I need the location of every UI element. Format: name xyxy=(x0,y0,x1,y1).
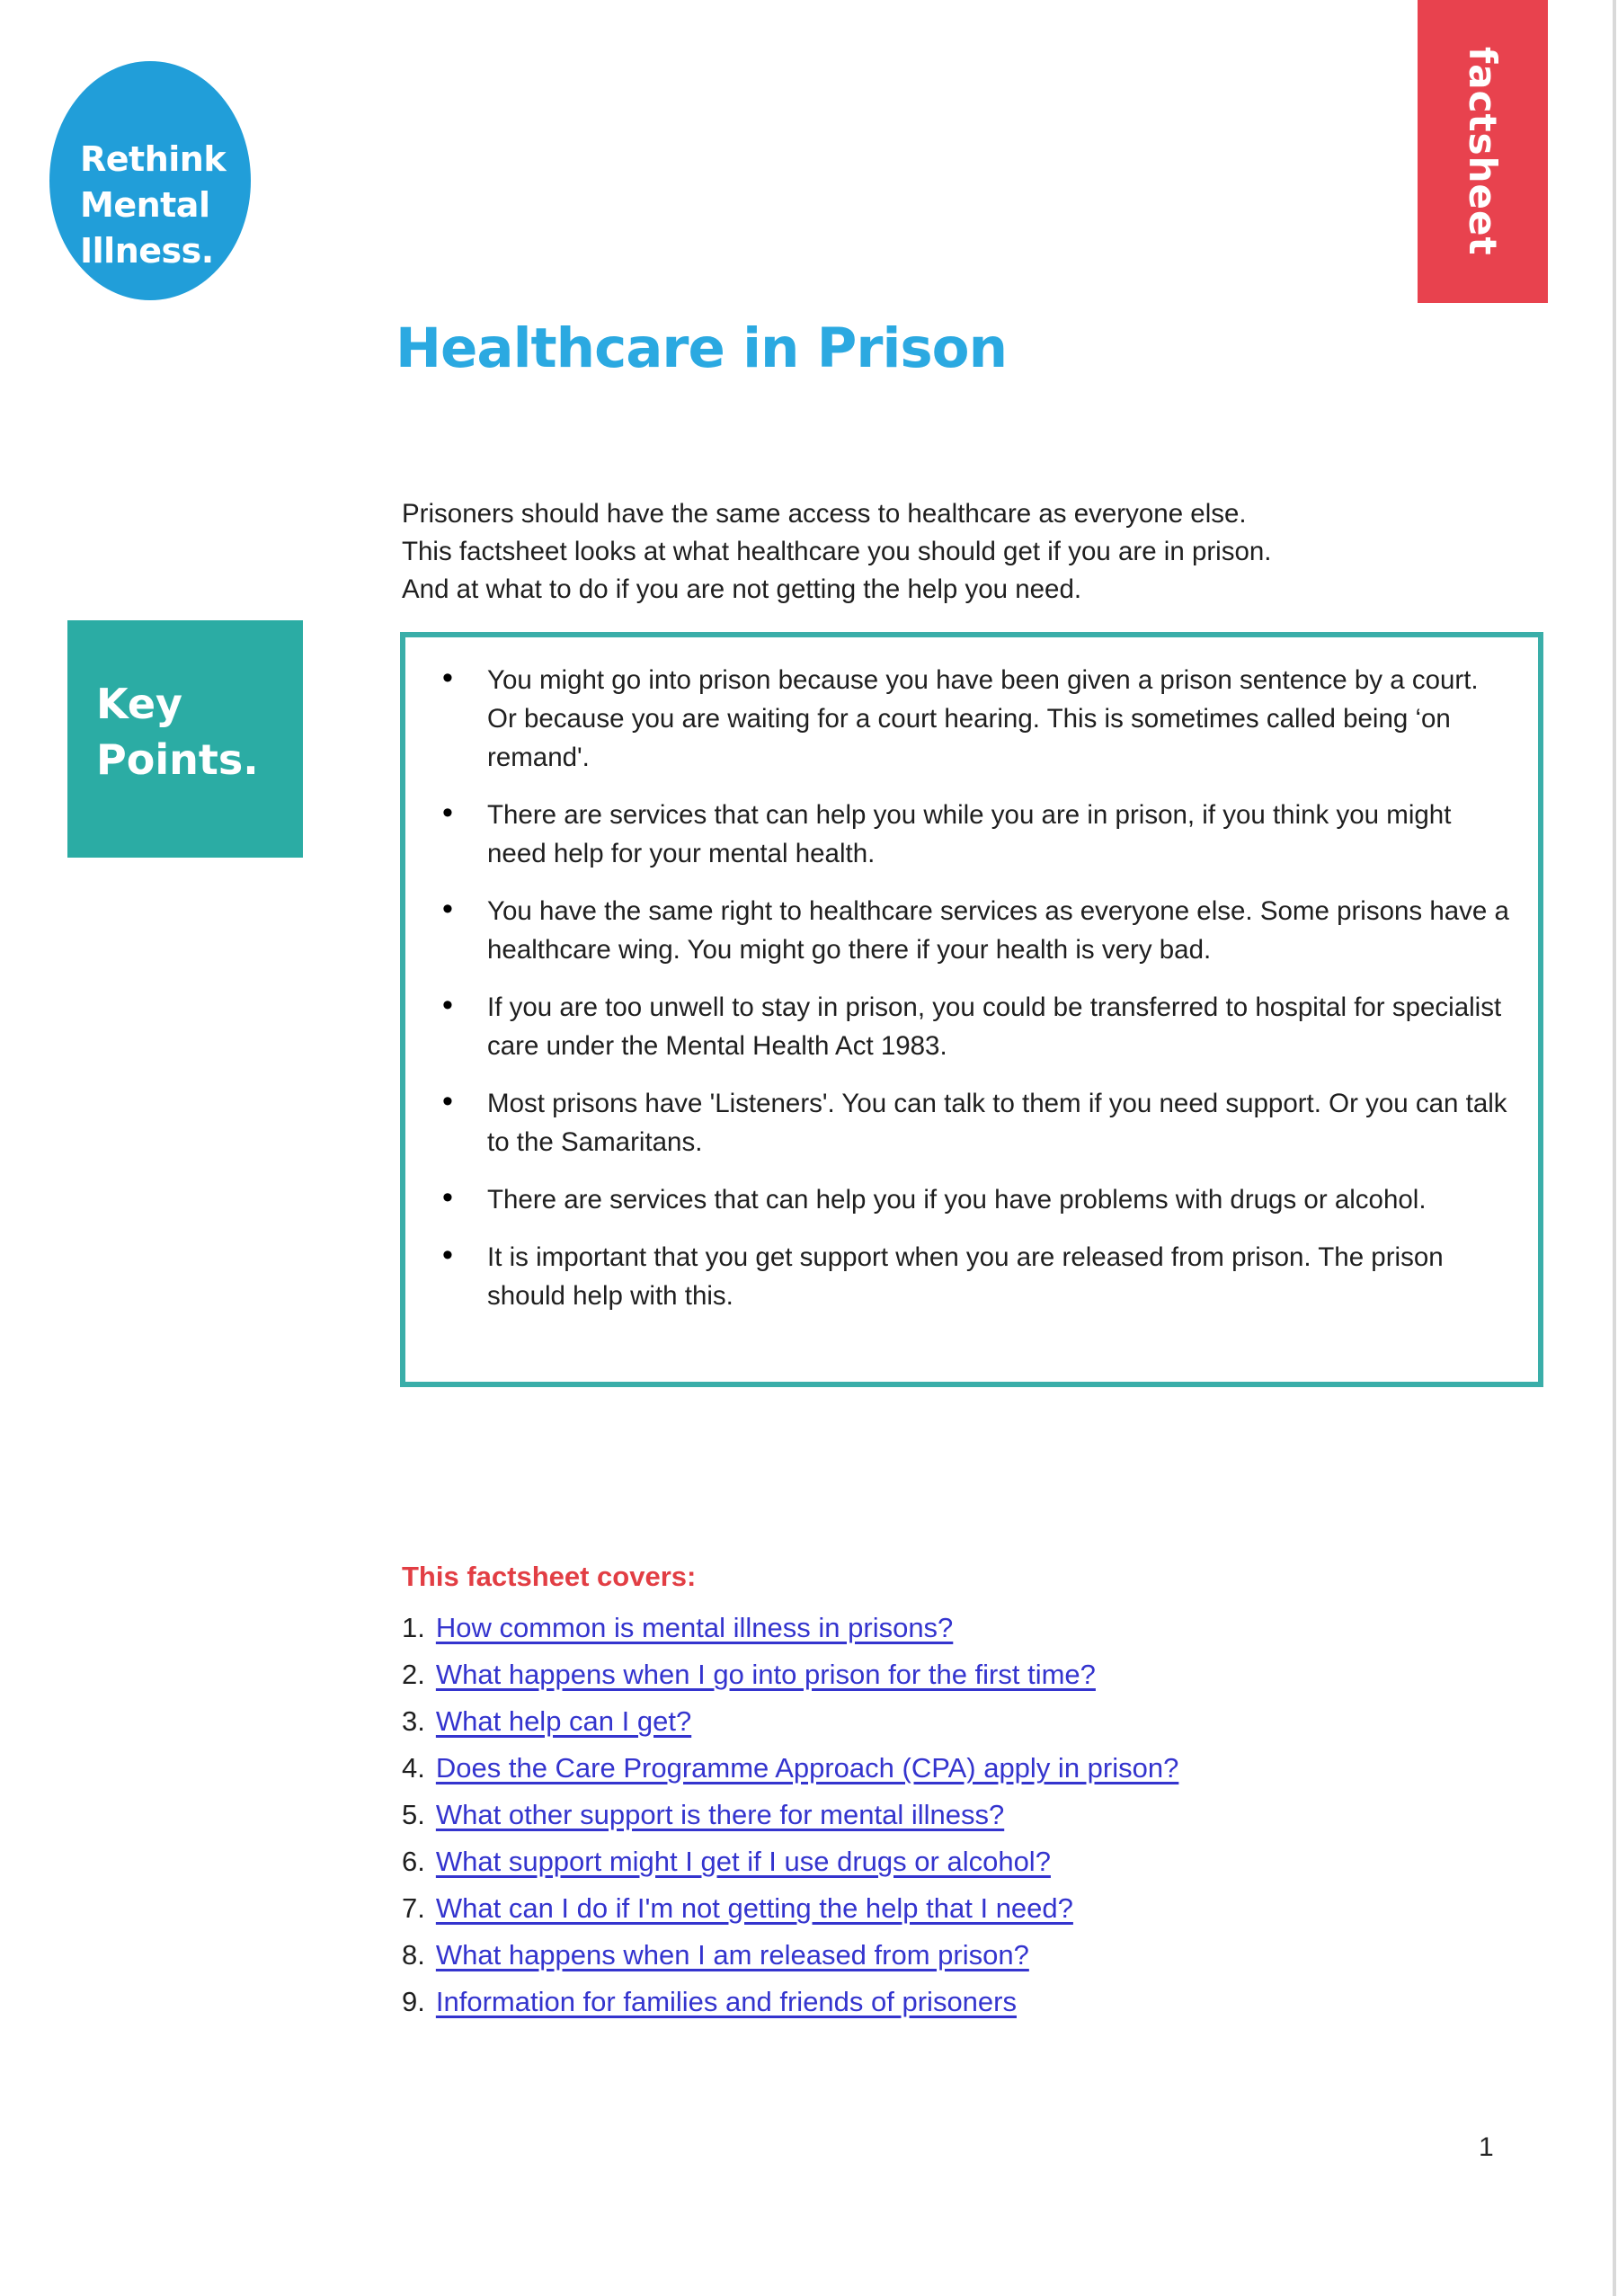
covers-heading: This factsheet covers: xyxy=(402,1561,697,1592)
intro-paragraph xyxy=(402,495,1272,609)
covers-link[interactable]: What can I do if I'm not getting the help that I need? xyxy=(435,1892,1073,1924)
key-point-item: • There are services that can help you while you are in prison, if you think you might need help for your mental health. xyxy=(487,796,1511,873)
corner-tab-label: factsheet xyxy=(1461,47,1505,256)
key-points-label-line-1: Key xyxy=(96,680,183,728)
covers-link[interactable]: What happens when I am released from prison? xyxy=(435,1939,1029,1971)
covers-item xyxy=(402,1939,1178,1971)
item-number: 3. xyxy=(402,1705,425,1737)
key-points-box xyxy=(400,632,1543,1387)
covers-link[interactable]: What support might I get if I use drugs or alcohol? xyxy=(435,1846,1051,1877)
key-point-item: • It is important that you get support when you are released from prison. The prison should help with this. xyxy=(487,1238,1511,1315)
rethink-mental-illness-logo xyxy=(49,61,251,300)
covers-link[interactable]: Does the Care Programme Approach (CPA) apply in prison? xyxy=(435,1752,1179,1784)
covers-item xyxy=(402,1659,1178,1691)
page-title: Healthcare in Prison xyxy=(396,316,1008,380)
logo-line-1: Rethink xyxy=(80,139,227,179)
logo-line-2: Mental xyxy=(80,185,210,225)
covers-item xyxy=(402,1612,1178,1644)
key-points-label xyxy=(67,620,303,858)
intro-line-2: This factsheet looks at what healthcare you should get if you are in prison. xyxy=(402,537,1272,566)
covers-link[interactable]: What other support is there for mental illness? xyxy=(435,1799,1005,1830)
covers-item xyxy=(402,1752,1178,1784)
item-number: 9. xyxy=(402,1986,425,2017)
item-number: 2. xyxy=(402,1659,425,1690)
covers-item xyxy=(402,1986,1178,2018)
covers-item xyxy=(402,1799,1178,1831)
key-point-item: • There are services that can help you if you have problems with drugs or alcohol. xyxy=(487,1180,1511,1219)
factsheet-corner-tab xyxy=(1418,0,1548,303)
key-point-item: • You might go into prison because you have been given a prison sentence by a court. Or because you are waiting for a court hearing. This is sometimes called being ‘on remand'. xyxy=(487,661,1511,777)
item-number: 8. xyxy=(402,1939,425,1971)
page-number: 1 xyxy=(1479,2132,1494,2162)
covers-link[interactable]: What happens when I go into prison for the first time? xyxy=(435,1659,1096,1690)
covers-item xyxy=(402,1705,1178,1738)
key-points-label-line-2: Points. xyxy=(96,735,259,784)
covers-item xyxy=(402,1892,1178,1925)
key-points-list xyxy=(405,637,1538,1315)
covers-link[interactable]: Information for families and friends of prisoners xyxy=(435,1986,1017,2017)
key-point-item: • Most prisons have 'Listeners'. You can talk to them if you need support. Or you can talk to the Samaritans. xyxy=(487,1084,1511,1161)
intro-line-3: And at what to do if you are not getting the help you need. xyxy=(402,574,1082,604)
item-number: 4. xyxy=(402,1752,425,1784)
intro-line-1: Prisoners should have the same access to healthcare as everyone else. xyxy=(402,499,1247,529)
page-edge-line xyxy=(1613,0,1616,2296)
item-number: 1. xyxy=(402,1612,425,1643)
key-point-item: • If you are too unwell to stay in prison, you could be transferred to hospital for specialist care under the Mental Health Act 1983. xyxy=(487,988,1511,1065)
key-point-item: • You have the same right to healthcare services as everyone else. Some prisons have a healthcare wing. You might go there if your health is very bad. xyxy=(487,892,1511,969)
item-number: 5. xyxy=(402,1799,425,1830)
covers-list xyxy=(402,1612,1178,2033)
covers-item xyxy=(402,1846,1178,1878)
covers-link[interactable]: How common is mental illness in prisons? xyxy=(435,1612,954,1643)
logo-line-3: Illness. xyxy=(80,231,214,271)
covers-link[interactable]: What help can I get? xyxy=(435,1705,692,1737)
item-number: 6. xyxy=(402,1846,425,1877)
item-number: 7. xyxy=(402,1892,425,1924)
logo-text xyxy=(80,137,226,274)
